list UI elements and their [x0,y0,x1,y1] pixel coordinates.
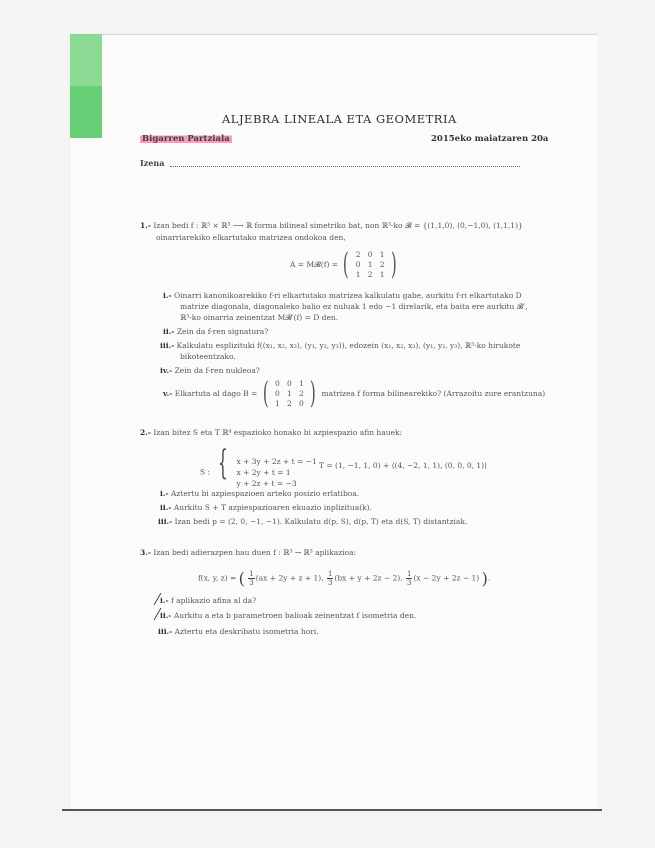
green-sticky-tab-overlap [70,86,102,138]
matrix-entry: 0 [275,379,280,388]
q3-item-iii: iii.- Aztertu eta deskribatu isometria hori. [158,627,319,636]
q1-item-ii: ii.- Zein da f-ren signatura? [163,327,269,336]
matrix-entry: 2 [287,399,292,408]
matrix-a-label: A = M𝓑(f) = [290,260,339,269]
q1-item-iii-line1: iii.- Kalkulatu esplizituki f((x₁, x₂, x₃), (y₁, y₂, y₃)), edozein (x₁, x₂, x₃), (y₁, y₂, y₃), ℝ³-ko hirukote [160,341,521,350]
sheet-bottom-edge [62,809,602,811]
matrix-entry: 0 [275,389,280,398]
q1-item-v: v.- Elkartuta al dago B = ( 0 0 1 0 1 2 1 2 0 ) matrizea f forma bilinearekiko? (Arrazoitu zure erantzuna) [163,376,546,411]
q3-item-ii: ii.- Aurkitu a eta b parametroen balioak zeinentzat f isometria den. [160,611,417,620]
matrix-entry: 0 [287,379,292,388]
q1-intro-line2: oinarriarekiko elkartutako matrizea ondokoa den, [156,233,346,242]
q1-matrix-A: A = M𝓑(f) = ( 2 0 1 0 1 2 1 2 1 ) [290,247,397,282]
q2-intro: 2.- Izan bitez S eta T ℝ⁴ espazioko honako bi azpiespazio afin hauek: [140,428,403,437]
matrix-b-grid [271,379,307,409]
matrix-entry: 2 [367,270,373,279]
exam-date: 2015eko maiatzaren 20a [431,134,549,144]
q3-function-definition: f(x, y, z) = ( $\frac{1}{3}$ (ax + 2y + z + 1), $\frac{1}{3}$ (bx + y + 2z − 2), $\frac{1}{3}$ (x − 2y + 2z − 1) ). [198,569,491,588]
s-equation-3: y + 2z + t = −3 [236,478,297,488]
matrix-entry: 1 [379,270,385,279]
matrix-entry: 0 [355,260,361,269]
q2-item-i: i.- Aztertu bi azpiespazioen arteko posizio erlatiboa. [160,489,360,498]
matrix-entry: 1 [275,399,280,408]
matrix-entry: 1 [367,260,373,269]
matrix-entry: 0 [299,399,304,408]
exam-title: ALJEBRA LINEALA ETA GEOMETRIA [222,112,457,126]
q3-intro: 3.- Izan bedi adierazpen hau duen f : ℝ³ → ℝ³ aplikazioa: [140,548,357,557]
q1-item-i-line1: i.- Oinarri kanonikoarekiko f-ri elkartutako matrizea kalkulatu gabe, aurkitu f-ri elkartutako D [163,291,522,300]
matrix-a-grid [352,250,388,280]
q1-item-iii-line2: bikoteentzako. [180,352,236,361]
matrix-entry: 1 [379,250,385,259]
q2-t-definition: T = (1, −1, 1, 0) + ⟨(4, −2, 1, 1), (0, 0, 0, 1)⟩ [319,461,488,470]
exam-sheet [70,34,598,811]
name-label: Izena [140,158,165,168]
matrix-entry: 1 [355,270,361,279]
crossed-out-mark: ii.- [160,611,172,620]
s-equation-1: x + 3y + 2z + t = −1 [236,456,317,466]
q2-item-ii: ii.- Aurkitu S + T azpiespazioaren ekuazio inplizitua(k). [160,503,372,512]
q1-item-i-line3: ℝ³-ko oinarria zeinentzat M𝓑′(f) = D den. [180,313,339,322]
matrix-entry: 0 [367,250,373,259]
name-dotted-line [170,166,520,167]
q1-item-i-line2: matrize diagonala, diagonaleko balio ez nuluak 1 edo −1 direlarik, eta baita ere aurkitu 𝓑′, [180,302,528,311]
q2-system-s: S : { x + 3y + 2z + t = −1 x + 2y + t = 1 y + 2z + t = −3 [200,443,317,488]
matrix-entry: 1 [287,389,292,398]
crossed-out-mark: i.- [160,596,169,605]
matrix-entry: 1 [299,379,304,388]
q2-item-iii: iii.- Izan bedi p = (2, 0, −1, −1). Kalkulatu d(p, S), d(p, T) eta d(S, T) distantziak. [158,517,468,526]
q3-item-i: i.- f aplikazio afina al da? [160,596,257,605]
s-equation-2: x + 2y + t = 1 [236,467,291,477]
q1-intro-line1: 1.- Izan bedi f : ℝ³ × ℝ³ ⟶ ℝ forma bilineal simetriko bat, non ℝ³-ko 𝓑 = {(1,1,0), (0,−1,0), (1,1,1)} [140,221,523,230]
q1-item-iv: iv.- Zein da f-ren nukleoa? [160,366,260,375]
matrix-entry: 2 [355,250,361,259]
matrix-entry: 2 [299,389,304,398]
matrix-entry: 2 [379,260,385,269]
course-label-highlighted: Bigarren Partziala [142,134,230,144]
